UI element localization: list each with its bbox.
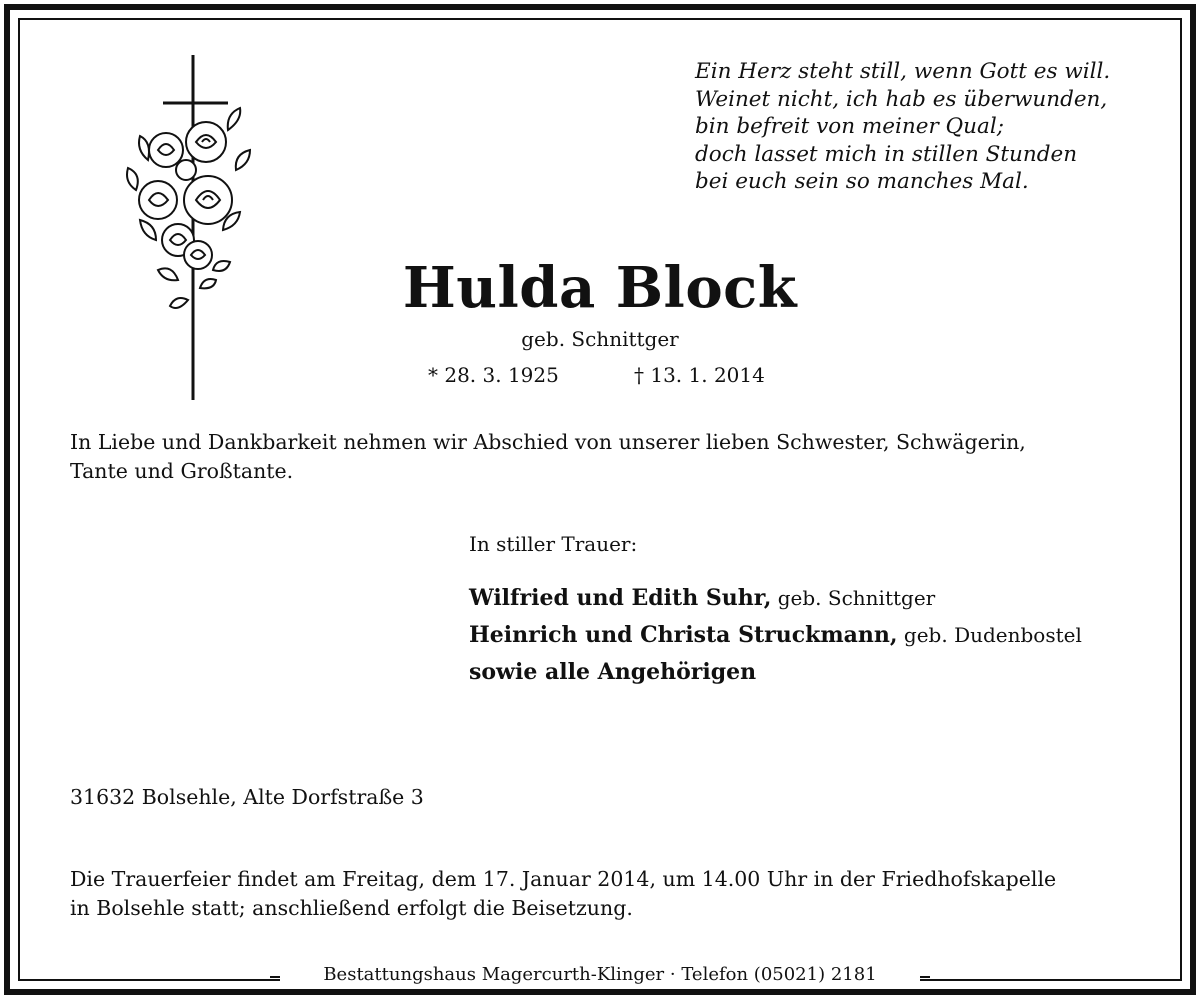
funeral-home-footer: Bestattungshaus Magercurth-Klinger · Telefon (05021) 2181 <box>280 962 920 988</box>
farewell-line: In Liebe und Dankbarkeit nehmen wir Abschied von unserer lieben Schwester, Schwägerin, <box>70 430 1026 454</box>
mourning-heading: In stiller Trauer: <box>469 532 638 556</box>
mourner-names: Heinrich und Christa Struckmann, <box>469 622 898 648</box>
mourner-note: geb. Schnittger <box>777 586 936 610</box>
poem-line: Weinet nicht, ich hab es überwunden, <box>695 86 1108 112</box>
ceremony-text <box>70 865 1150 923</box>
address: 31632 Bolsehle, Alte Dorfstraße 3 <box>70 785 424 809</box>
cross-with-roses-icon <box>118 50 258 406</box>
poem-line: Ein Herz steht still, wenn Gott es will. <box>695 59 1111 84</box>
poem-line: bei euch sein so manches Mal. <box>695 169 1029 194</box>
mourner-note: geb. Dudenbostel <box>903 623 1082 647</box>
farewell-text <box>70 428 1150 486</box>
farewell-line: Tante und Großtante. <box>70 459 294 483</box>
mourner-entry <box>469 654 1169 691</box>
mourners-list <box>469 580 1169 691</box>
mourner-names: sowie alle Angehörigen <box>469 659 757 685</box>
mourner-names: Wilfried und Edith Suhr, <box>469 585 772 611</box>
mourner-entry <box>469 580 1169 617</box>
poem-line: doch lasset mich in stillen Stunden <box>695 141 1078 167</box>
birth-date: * 28. 3. 1925 <box>428 363 559 387</box>
ceremony-line: in Bolsehle statt; anschließend erfolgt die Beisetzung. <box>70 896 633 920</box>
death-date: † 13. 1. 2014 <box>634 363 765 387</box>
maiden-name: geb. Schnittger <box>521 327 679 351</box>
mourner-entry <box>469 617 1169 654</box>
poem-line: bin befreit von meiner Qual; <box>695 114 1004 139</box>
poem <box>695 58 1165 196</box>
deceased-name: Hulda Block <box>402 255 798 321</box>
ceremony-line: Die Trauerfeier findet am Freitag, dem 17. Januar 2014, um 14.00 Uhr in der Friedhofskapelle <box>70 867 1057 891</box>
